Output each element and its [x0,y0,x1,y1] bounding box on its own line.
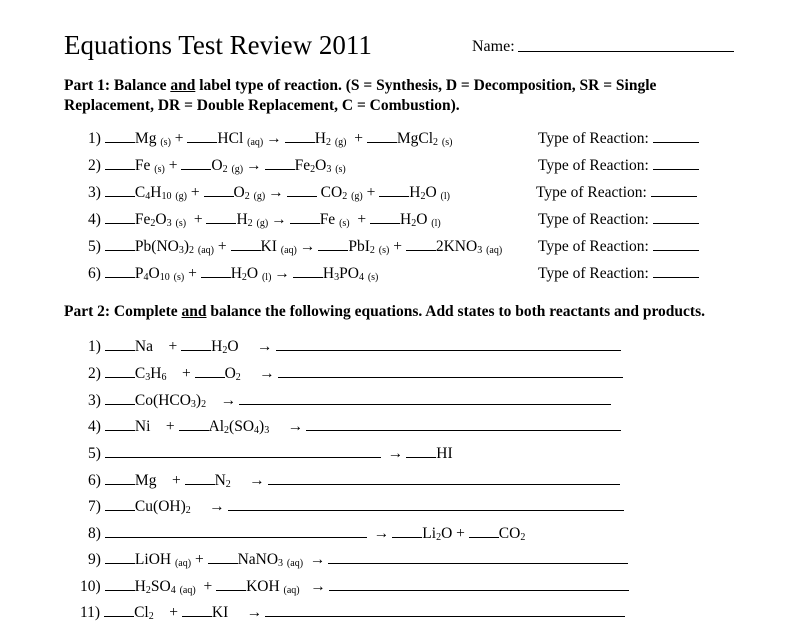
arrow-icon: → [310,578,326,595]
arrow-icon: → [259,365,275,382]
type-of-reaction-2 [538,156,699,175]
item-number: 2) [88,157,101,174]
item-number: 5) [88,238,101,255]
formula: O [425,184,437,201]
arrow-icon: → [257,338,273,355]
answer-blank[interactable] [276,337,621,351]
plus: + [456,525,465,542]
state: (s) [339,218,350,229]
formula: C [134,184,146,201]
formula: O [416,211,428,228]
formula: H [314,130,326,147]
coef-blank[interactable] [469,524,499,538]
subscript: 4 [143,272,149,283]
arrow-icon: → [209,498,225,515]
formula: NaNO [237,551,279,568]
arrow-icon: → [387,445,404,462]
coef-blank[interactable] [370,210,400,224]
item-number: 9) [88,551,101,568]
item-number: 4) [88,418,101,435]
subscript: 2 [222,164,228,175]
coef-blank[interactable] [105,129,135,143]
formula: H [400,211,412,228]
coef-blank[interactable] [105,264,135,278]
state: (aq) [174,558,192,569]
state: (aq) [247,137,264,148]
type-label: Type of Reaction: [538,211,649,228]
subscript: 4 [145,191,151,202]
subscript: 4 [170,585,176,596]
state: (s) [160,137,171,148]
coef-blank[interactable] [285,129,315,143]
plus: + [168,338,178,355]
p2-equation-1 [88,337,621,356]
coef-blank[interactable] [105,550,135,564]
type-label: Type of Reaction: [538,238,649,255]
plus: + [171,472,181,489]
coef-blank[interactable] [287,183,317,197]
coef-blank[interactable] [185,471,215,485]
p2-equation-3 [88,391,611,410]
coef-blank[interactable] [406,444,436,458]
item-number: 8) [88,525,101,542]
p2-equation-5 [88,444,453,463]
plus: + [169,604,178,621]
p1-equation-1 [88,129,452,152]
type-label: Type of Reaction: [536,184,647,201]
paren: ) [195,392,202,409]
subscript: 3 [334,272,340,283]
state: (l) [261,272,272,283]
coef-blank[interactable] [105,210,135,224]
item-number: 6) [88,472,101,489]
formula: O [148,265,160,282]
formula: H [409,184,421,201]
type-of-reaction-3 [536,183,697,202]
type-of-reaction-5 [538,237,699,256]
item-number: 4) [88,211,101,228]
formula: H [150,184,162,201]
arrow-icon: → [299,238,316,255]
part1-heading-pre: Part 1: Balance [64,77,171,94]
item-number: 11) [80,604,101,621]
coef-blank[interactable] [104,603,134,617]
coef-blank[interactable] [182,603,212,617]
formula: SO [150,578,171,595]
type-blank[interactable] [653,129,699,143]
answer-blank[interactable] [329,577,629,591]
item-number: 6) [88,265,101,282]
coef-blank[interactable] [204,183,234,197]
type-of-reaction-1 [538,129,699,148]
type-blank[interactable] [653,210,699,224]
state: (s) [367,272,379,283]
answer-blank[interactable] [268,471,620,485]
paren: ) [180,498,186,515]
plus: + [354,130,363,147]
state: (s) [173,272,185,283]
type-blank[interactable] [651,183,697,197]
subscript: 2 [235,372,241,383]
formula: OH [158,498,181,515]
formula: Mg [134,130,157,147]
coef-blank[interactable] [367,129,397,143]
state: (g) [256,218,269,229]
part1-heading [64,76,684,116]
arrow-icon: → [274,265,290,282]
coef-blank[interactable] [105,391,135,405]
coef-blank[interactable] [290,210,320,224]
subscript: 4 [358,272,364,283]
part1-heading-and: and [170,77,196,94]
part2-heading-pre: Part 2: Complete [64,303,182,320]
coefficient: 2 [435,238,444,255]
subscript: 3 [166,218,172,229]
item-number: 1) [88,338,101,355]
name-field[interactable] [518,51,734,52]
coef-blank[interactable] [231,237,261,251]
subscript: 2 [185,505,191,516]
item-number: 1) [88,130,101,147]
state: (aq) [286,558,304,569]
state: (s) [441,137,453,148]
part2-heading [64,302,744,322]
type-of-reaction-4 [538,210,699,229]
subscript: 2 [189,245,195,256]
plus: + [203,578,213,595]
formula: PO [339,265,359,282]
coef-blank[interactable] [181,156,211,170]
p2-equation-2 [88,364,623,383]
formula: LiOH [134,551,172,568]
type-blank[interactable] [653,264,699,278]
formula: O [441,525,453,542]
subscript: 2 [222,345,228,356]
subscript: 6 [161,372,167,383]
formula: N [214,472,226,489]
p2-equation-8 [88,524,525,543]
formula: H [322,265,335,282]
formula: O [155,211,167,228]
coef-blank[interactable] [105,471,135,485]
formula: KI [211,604,229,621]
item-number: 2) [88,365,101,382]
state: (aq) [486,245,503,256]
formula: H [134,578,146,595]
p2-equation-10 [80,577,629,600]
coef-blank[interactable] [179,417,209,431]
state: (aq) [179,585,196,596]
p1-equation-2 [88,156,346,179]
paren: ( [151,238,157,255]
p2-equation-11 [80,603,625,622]
formula: Co [134,392,154,409]
coef-blank[interactable] [293,264,323,278]
state: (g) [231,164,244,175]
state: (s) [378,245,390,256]
p1-equation-3 [88,183,450,206]
formula: KI [260,238,277,255]
subscript: 2 [520,532,526,543]
subscript: 3 [190,399,196,410]
subscript: 2 [224,425,230,436]
formula: O [315,157,327,174]
subscript: 10 [161,191,172,202]
arrow-icon: → [271,211,287,228]
plus: + [217,238,227,255]
formula: Fe [319,211,336,228]
coef-blank[interactable] [216,577,246,591]
subscript: 3 [278,558,284,569]
p1-equation-6 [88,264,378,287]
plus: + [190,184,200,201]
answer-blank[interactable] [105,444,381,458]
arrow-icon: → [268,184,284,201]
formula: Fe [294,157,311,174]
arrow-icon: → [220,392,237,409]
state: (aq) [197,245,215,256]
formula: KNO [443,238,478,255]
plus: + [181,365,191,382]
formula: O [227,338,239,355]
type-label: Type of Reaction: [538,265,649,282]
coef-blank[interactable] [105,156,135,170]
formula: H [236,211,248,228]
state: (s) [154,164,165,175]
subscript: 2 [310,164,316,175]
formula: Cu [134,498,154,515]
formula: Mg [134,472,157,489]
coef-blank[interactable] [105,183,135,197]
p1-equation-5 [88,237,502,260]
subscript: 2 [247,218,253,229]
answer-blank[interactable] [278,364,623,378]
formula: SO [234,418,255,435]
answer-blank[interactable] [306,417,621,431]
arrow-icon: → [309,551,326,568]
arrow-icon: → [287,418,304,435]
part2-heading-post: balance the following equations. Add states to both reactants and products. [206,303,705,320]
formula: Fe [134,211,151,228]
p2-equation-9 [88,550,628,573]
plus: + [366,184,376,201]
formula: Al [208,418,225,435]
plus: + [168,157,178,174]
subscript: 2 [148,611,154,622]
formula: Li [422,525,437,542]
coef-blank[interactable] [406,237,436,251]
coef-blank[interactable] [105,417,135,431]
formula: NO [156,238,179,255]
answer-blank[interactable] [328,550,628,564]
type-label: Type of Reaction: [538,157,649,174]
subscript: 2 [420,191,426,202]
coef-blank[interactable] [105,337,135,351]
part2-heading-and: and [181,303,207,320]
subscript: 2 [145,585,151,596]
state: (l) [440,191,450,202]
plus: + [194,551,204,568]
coef-blank[interactable] [208,550,238,564]
formula: O [246,265,259,282]
coef-blank[interactable] [105,577,135,591]
paren: ) [259,418,265,435]
p2-equation-7 [88,497,624,516]
coef-blank[interactable] [105,237,135,251]
paren: ( [229,418,235,435]
formula: PbI [348,238,370,255]
arrow-icon: → [246,157,262,174]
subscript: 3 [326,164,332,175]
state: (s) [335,164,346,175]
formula: Na [134,338,153,355]
subscript: 3 [264,425,270,436]
state: (g) [334,137,347,148]
coef-blank[interactable] [181,337,211,351]
formula: O [233,184,245,201]
subscript: 2 [369,245,375,256]
formula: P [134,265,144,282]
answer-blank[interactable] [228,497,624,511]
coef-blank[interactable] [105,364,135,378]
type-of-reaction-6 [538,264,699,283]
subscript: 2 [241,272,247,283]
paren: ( [153,392,159,409]
coef-blank[interactable] [206,210,236,224]
formula: HI [436,445,453,462]
subscript: 2 [342,191,348,202]
formula: CO [320,184,343,201]
state: (g) [253,191,266,202]
p2-equation-4 [88,417,621,436]
answer-blank[interactable] [105,524,367,538]
plus: + [193,211,203,228]
formula: KOH [246,578,280,595]
state: (g) [175,191,188,202]
item-number: 10) [80,578,101,595]
formula: C [134,365,146,382]
subscript: 10 [159,272,170,283]
formula: O [211,157,223,174]
arrow-icon: → [373,525,390,542]
coef-blank[interactable] [318,237,348,251]
coef-blank[interactable] [379,183,409,197]
subscript: 2 [225,479,231,490]
formula: Fe [134,157,151,174]
coef-blank[interactable] [187,129,217,143]
state: (l) [431,218,441,229]
type-blank[interactable] [653,237,699,251]
paren: ) [183,238,190,255]
coef-blank[interactable] [265,156,295,170]
type-blank[interactable] [653,156,699,170]
formula: H [211,338,223,355]
item-number: 7) [88,498,101,515]
subscript: 2 [436,532,442,543]
arrow-icon: → [246,604,263,621]
p1-equation-4 [88,210,441,233]
plus: + [174,130,184,147]
subscript: 2 [150,218,156,229]
formula: Ni [134,418,151,435]
subscript: 2 [201,399,207,410]
name-label: Name: [472,38,515,55]
plus: + [393,238,402,255]
plus: + [188,265,197,282]
part1-heading-post: label type of reaction. (S = Synthesis, D = Decomposition, SR = Single Replacement, DR = Double Replacement, C = Combustion). [64,77,657,114]
coef-blank[interactable] [392,524,422,538]
formula: H [150,365,162,382]
type-label: Type of Reaction: [538,130,649,147]
answer-blank[interactable] [239,391,611,405]
paren: ( [153,498,159,515]
item-number: 5) [88,445,101,462]
subscript: 4 [254,425,260,436]
subscript: 2 [325,137,331,148]
arrow-icon: → [249,472,265,489]
formula: HCl [217,130,244,147]
subscript: 3 [178,245,184,256]
plus: + [165,418,175,435]
plus: + [357,211,367,228]
coef-blank[interactable] [195,364,225,378]
formula: HCO [158,392,191,409]
p2-equation-6 [88,471,620,490]
arrow-icon: → [266,130,282,147]
page-title: Equations Test Review 2011 [64,30,372,60]
subscript: 2 [433,137,439,148]
state: (aq) [280,245,297,256]
formula: O [224,365,236,382]
coef-blank[interactable] [105,497,135,511]
state: (aq) [283,585,300,596]
subscript: 3 [145,372,151,383]
state: (s) [175,218,187,229]
coef-blank[interactable] [201,264,231,278]
formula: CO [498,525,521,542]
subscript: 2 [411,218,417,229]
subscript: 3 [477,245,483,256]
answer-blank[interactable] [265,603,625,617]
item-number: 3) [88,184,101,201]
formula: MgCl [396,130,434,147]
subscript: 2 [244,191,250,202]
item-number: 3) [88,392,101,409]
formula: H [230,265,242,282]
formula: Pb [134,238,152,255]
state: (g) [351,191,363,202]
formula: Cl [134,604,149,621]
